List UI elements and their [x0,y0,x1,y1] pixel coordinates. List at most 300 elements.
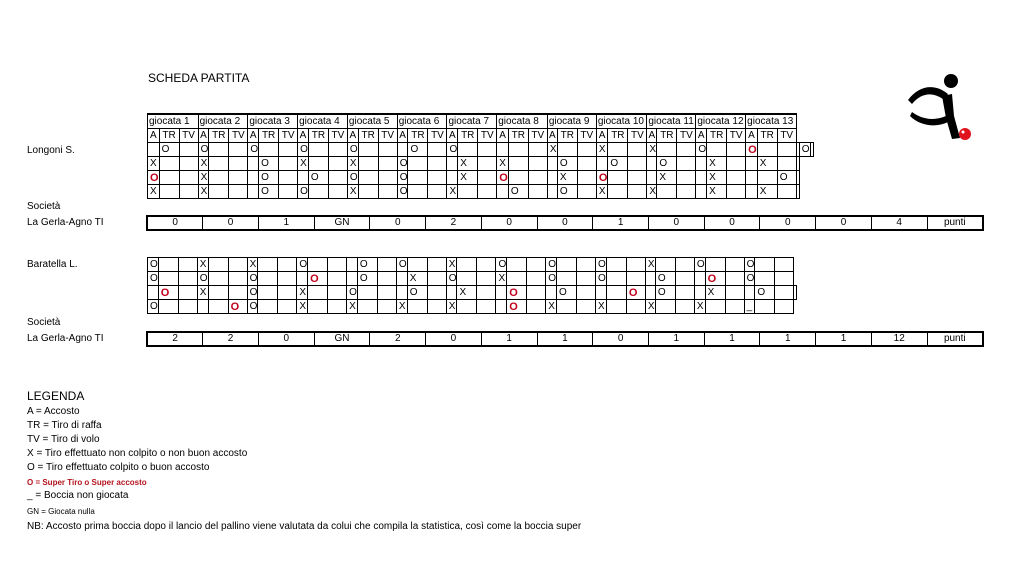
shot-cell [596,286,607,300]
shot-cell [378,157,397,171]
shot-cell [328,286,347,300]
score-giocata-5: 0 [370,216,426,230]
shot-cell: X [347,300,358,314]
shot-cell: O [259,171,279,185]
shot-cell [278,272,297,286]
score-total: 4 [871,216,927,230]
shot-cell: O [557,286,577,300]
giocata-header-4: giocata 4 [298,114,348,129]
giocata-header-11: giocata 11 [647,114,696,129]
shot-cell [796,185,799,199]
score-giocata-11: 0 [704,216,760,230]
shot-cell: O [347,286,358,300]
shot-cell [297,272,308,286]
shot-cell [577,157,596,171]
shot-cell [308,143,328,157]
score-giocata-11: 1 [704,332,760,346]
shot-cell [258,300,278,314]
shot-cell [647,157,657,171]
shot-cell: O [148,300,159,314]
shot-cell [328,258,347,272]
shot-cell [378,185,397,199]
shot-cell [775,300,794,314]
shot-cell: O [546,272,557,286]
shot-cell [378,143,397,157]
shot-cell [158,272,178,286]
sub-header-tv: TV [577,129,596,143]
shot-cell [328,300,347,314]
sub-header-a: A [347,129,358,143]
shot-cell [725,258,744,272]
shot-cell [408,171,428,185]
sub-header-a: A [548,129,556,141]
shot-cell [746,185,758,199]
legend-x: X = Tiro effettuato non colpito o non buon accosto [27,448,248,459]
shot-cell [657,143,677,157]
shot-cell [308,185,328,199]
score-giocata-9: 1 [593,216,649,230]
giocata-header-12: giocata 12 [696,114,746,129]
shot-cell: O [148,171,160,185]
shot-cell [396,286,407,300]
shot-cell [458,185,478,199]
shot-cell: O [447,143,458,157]
shot-cell [528,185,547,199]
shot-cell: O [655,286,675,300]
score-giocata-1: 0 [172,217,178,228]
sub-header-tv: TV [528,129,547,143]
shot-cell [248,171,259,185]
score-giocata-6: 0 [426,332,482,346]
shot-cell [508,157,528,171]
shot-cell: X [396,300,407,314]
shot-cell [775,286,794,300]
sub-header-tr: TR [358,129,378,143]
shot-cell: O [259,157,279,171]
shot-cell [777,185,796,199]
shot-cell [608,185,628,199]
shot-cell: O [608,157,628,171]
shot-cell [696,171,707,185]
shot-cell: O [159,143,179,157]
shot-cell [725,272,744,286]
score-giocata-4: GN [314,216,370,230]
shot-cell [796,171,799,185]
shot-cell [178,258,197,272]
shot-cell [477,272,496,286]
shot-cell: O [777,171,796,185]
shot-cell [377,272,396,286]
shot-cell: O [596,258,607,272]
shot-cell [279,143,298,157]
table-row [148,143,814,157]
shot-cell: O [694,258,705,272]
giocata-header-5: giocata 5 [347,114,397,129]
shot-cell [527,258,546,272]
shot-cell [694,286,705,300]
shot-cell [308,286,328,300]
shot-cell: X [447,185,458,199]
shot-cell: O [557,157,577,171]
shot-cell: X [694,300,705,314]
player-1-club: La Gerla-Agno TI [27,217,104,228]
shot-cell [178,300,197,314]
shot-cell [248,157,259,171]
shot-cell [408,185,428,199]
table-row [148,157,814,171]
shot-cell: O [347,171,358,185]
legend-accosto: A = Accosto [27,406,80,417]
shot-cell [626,258,645,272]
shot-cell [746,171,758,185]
legend-boccia: _ = Boccia non giocata [27,490,129,501]
shot-cell: X [647,185,657,199]
sub-header-a: A [696,129,707,143]
shot-cell: O [508,185,528,199]
shot-cell [457,300,477,314]
shot-cell [677,143,696,157]
shot-cell [775,272,794,286]
shot-cell [428,157,447,171]
score-giocata-7: 0 [481,216,537,230]
sub-header-tv: TV [179,129,198,143]
score-giocata-5: 2 [370,332,426,346]
table-row [148,258,797,272]
shot-cell: X [596,143,608,157]
shot-cell [178,286,197,300]
score-giocata-12: 1 [760,332,816,346]
shot-cell: O [298,185,309,199]
score-giocata-7: 1 [481,332,537,346]
shot-cell: O [158,286,178,300]
shot-cell: X [148,185,160,199]
shot-cell: X [645,300,655,314]
shot-cell [396,272,407,286]
sub-header-a: A [648,129,656,141]
shot-cell [606,300,626,314]
shot-cell: X [198,185,209,199]
shot-cell: O [507,300,527,314]
shot-cell [278,258,297,272]
legend-title: LEGENDA [27,389,85,403]
shot-cell [258,258,278,272]
sub-header-tr: TR [657,129,677,143]
giocata-header-10: giocata 10 [596,114,647,129]
sub-header-tv: TV [229,129,248,143]
shot-cell [528,157,547,171]
shot-cell [208,300,228,314]
sub-header-tv: TV [478,129,497,143]
score-giocata-13: 0 [816,216,872,230]
shot-cell [527,286,546,300]
shot-cell: O [259,185,279,199]
shot-cell [427,272,446,286]
table-row [148,300,797,314]
shot-cell [507,272,527,286]
shot-cell [159,157,179,171]
shot-cell: O [408,143,428,157]
shot-cell: O [657,157,677,171]
giocata-header-3: giocata 3 [248,114,298,129]
score-unit: punti [927,332,983,346]
shot-cell [528,143,547,157]
table-row [148,185,814,199]
shot-cell [358,157,378,171]
shot-cell [675,300,694,314]
sub-header-tv: TV [628,129,647,143]
shot-cell: O [347,143,358,157]
shot-cell: O [626,286,645,300]
shot-cell [508,171,528,185]
score-giocata-6: 2 [426,216,482,230]
player-2-club: La Gerla-Agno TI [27,333,104,344]
sub-header-tv: TV [777,129,796,143]
shot-cell [628,143,647,157]
shot-cell [347,272,358,286]
sub-header-tv: TV [727,129,746,143]
shot-cell [527,300,546,314]
sub-header-a: A [447,129,458,143]
shot-cell [229,157,248,171]
player-2-name: Baratella L. [27,259,78,270]
shot-cell [477,286,496,300]
shot-cell: X [198,157,209,171]
shot-cell [357,300,377,314]
shot-cell [796,157,799,171]
shot-cell [608,171,628,185]
shot-cell: O [148,272,159,286]
shot-cell [547,157,557,171]
legend-super: O = Super Tiro o Super accosto [27,478,147,487]
shot-cell: O [407,286,427,300]
shot-cell: X [705,286,725,300]
shot-cell [647,171,657,185]
shot-cell: X [446,258,457,272]
shot-cell [298,171,309,185]
player-2-societa-label: Società [27,317,61,328]
shot-cell [377,286,396,300]
shot-cell [377,300,396,314]
sub-header-tv: TV [677,129,696,143]
shot-cell [478,143,497,157]
shot-cell [428,171,447,185]
shot-cell [347,258,358,272]
shot-cell: X [347,157,358,171]
sub-header-a: A [148,129,160,143]
shot-cell [179,171,198,185]
shot-cell [328,157,347,171]
shot-cell [547,171,557,185]
score-giocata-10: 0 [648,216,704,230]
shot-cell [727,143,746,157]
shot-cell: O [148,258,159,272]
shot-cell [675,272,694,286]
table-row [148,272,797,286]
shot-cell [577,286,596,300]
shot-cell: X [298,157,309,171]
shot-cell [308,300,328,314]
shot-cell [159,171,179,185]
shot-cell: O [744,258,755,272]
giocata-header-8: giocata 8 [497,114,548,129]
shot-cell [358,185,378,199]
shot-cell [308,258,328,272]
shot-cell [557,258,577,272]
shot-cell [228,258,247,272]
sub-header-tr: TR [259,129,279,143]
shot-cell [328,171,347,185]
shot-cell [457,272,477,286]
shot-cell: O [557,185,577,199]
shot-cell: X [198,171,209,185]
sub-header-tr: TR [608,129,628,143]
sub-header-a: A [248,129,259,143]
shot-cell: X [247,258,258,272]
score-total: 12 [871,332,927,346]
shot-cell [655,258,675,272]
legend-gn: GN = Giocata nulla [27,507,95,516]
shot-cell [148,286,159,300]
sub-header-a: A [298,129,309,143]
sub-header-a: A [198,129,209,143]
shot-cell [158,258,178,272]
player-2-score-row [146,331,984,347]
shot-cell [645,286,655,300]
sub-header-a: A [497,129,509,143]
shot-cell [725,300,744,314]
shot-cell [159,185,179,199]
giocata-header-2: giocata 2 [198,114,248,129]
shot-cell: X [557,171,577,185]
score-giocata-4: GN [314,332,370,346]
shot-cell [248,185,259,199]
shot-cell [478,157,497,171]
shot-cell [328,272,347,286]
shot-cell [447,171,458,185]
shot-cell [228,286,247,300]
shot-cell [209,185,229,199]
shot-cell: O [228,300,247,314]
shot-cell [308,157,328,171]
shot-cell: _ [744,300,755,314]
shot-cell: X [458,157,478,171]
sub-header-tr: TR [408,129,428,143]
shot-cell: X [757,185,777,199]
shot-cell [208,272,228,286]
shot-cell [228,272,247,286]
shot-cell [655,300,675,314]
shot-cell: O [297,258,308,272]
shot-cell [727,185,746,199]
player-1-name: Longoni S. [27,145,75,156]
score-giocata-13: 1 [816,332,872,346]
shot-cell: X [707,185,727,199]
shot-cell [694,272,705,286]
shot-cell [557,272,577,286]
shot-cell [279,171,298,185]
shot-cell [628,157,647,171]
shot-cell [547,185,557,199]
giocata-header-9: giocata 9 [547,114,596,129]
shot-cell [446,286,457,300]
shot-cell [197,300,208,314]
sub-header-tr: TR [707,129,727,143]
shot-cell [696,185,707,199]
shot-cell [358,171,378,185]
shot-cell: O [705,272,725,286]
shot-cell [477,258,496,272]
shot-cell: X [197,258,208,272]
score-giocata-8: 0 [537,216,593,230]
player-2-grid [147,257,797,314]
shot-cell [427,258,446,272]
shot-cell [179,185,198,199]
shot-cell: X [458,171,478,185]
giocata-header-13: giocata 13 [746,114,797,129]
shot-cell: X [596,185,608,199]
shot-cell [675,258,694,272]
shot-cell [378,171,397,185]
shot-cell [507,258,527,272]
sub-header-tr: TR [458,129,478,143]
shot-cell [628,171,647,185]
shot-cell [279,157,298,171]
shot-cell [478,185,497,199]
shot-cell: X [757,157,777,171]
shot-cell: X [645,258,655,272]
shot-cell [496,300,507,314]
sub-header-a: A [746,129,758,143]
shot-cell [777,157,796,171]
shot-cell: X [347,185,358,199]
shot-cell [606,286,626,300]
shot-cell [258,272,278,286]
shot-cell: O [308,272,328,286]
shot-cell: X [547,143,557,157]
shot-cell [755,272,775,286]
shot-cell [577,272,596,286]
shot-cell: O [397,185,408,199]
sub-header-tr: TR [209,129,229,143]
shot-cell: O [247,300,258,314]
shot-cell: O [197,272,208,286]
shot-cell [457,258,477,272]
shot-cell [755,300,775,314]
shot-cell: O [744,272,755,286]
score-giocata-2: 0 [203,216,259,230]
shot-cell [279,185,298,199]
shot-cell [577,300,596,314]
shot-cell [626,272,645,286]
shot-cell [705,300,725,314]
shot-cell [744,286,755,300]
shot-cell: X [707,157,727,171]
shot-cell [397,143,408,157]
score-unit: punti [927,216,983,230]
shot-cell: X [707,171,727,185]
shot-cell [258,286,278,300]
shot-cell [209,143,229,157]
shot-cell: X [496,272,507,286]
shot-cell [546,286,557,300]
shot-cell [497,143,509,157]
shot-cell: O [696,143,707,157]
shot-cell [328,143,347,157]
sub-header-a: A [596,129,608,143]
shot-cell [229,143,248,157]
shot-cell [677,157,696,171]
shot-cell: O [247,272,258,286]
